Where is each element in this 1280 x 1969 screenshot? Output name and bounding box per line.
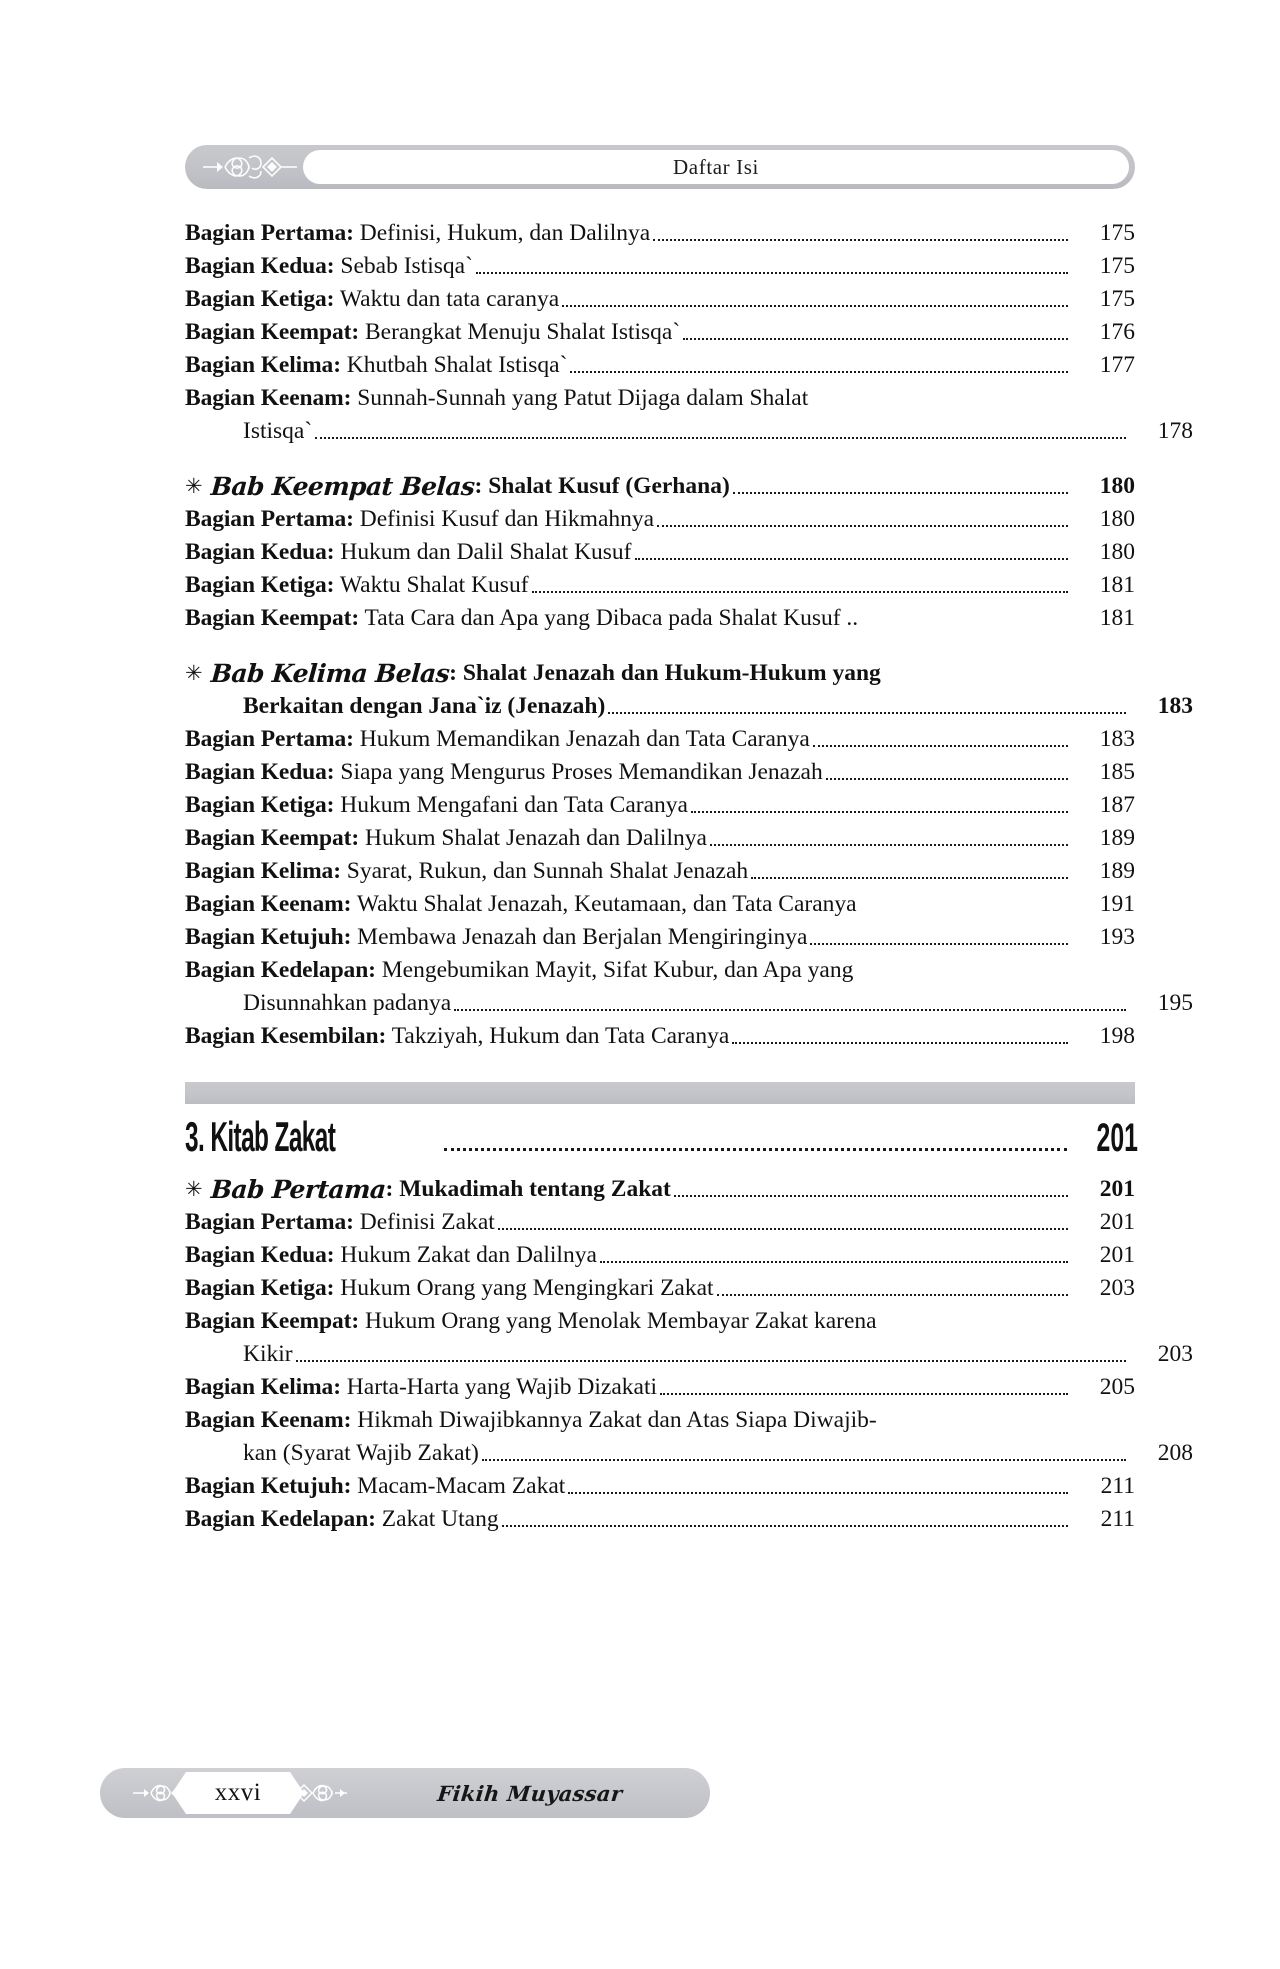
running-header: [185, 145, 1135, 189]
entry-page: 189: [1099, 825, 1135, 851]
dot-leader: [653, 238, 1068, 241]
entry-label: Bagian Keenam:: [185, 1407, 352, 1433]
toc-entry[interactable]: [185, 383, 1135, 414]
toc-entry[interactable]: [185, 350, 1135, 381]
bab-heading-rest: : Mukadimah tentang Zakat: [385, 1176, 671, 1202]
book-title: Fikih Muyassar: [436, 1780, 624, 1806]
entry-label: Bagian Kesembilan:: [185, 1023, 387, 1049]
entry-title: Hukum dan Dalil Shalat Kusuf: [340, 539, 632, 565]
entry-label: Bagian Kelima:: [185, 858, 341, 884]
entry-title: Hukum Memandikan Jenazah dan Tata Caranya: [359, 726, 810, 752]
dot-leader: [732, 1041, 1068, 1044]
entry-page: 175: [1099, 220, 1135, 246]
group-spacer: [185, 1160, 1135, 1174]
bab-heading-rest: : Shalat Kusuf (Gerhana): [474, 473, 730, 499]
bab-heading-script: Bab Keempat Belas: [209, 472, 476, 501]
dot-leader: [710, 843, 1068, 846]
entry-label: Bagian Kedua:: [185, 253, 335, 279]
kitab-heading[interactable]: [185, 1113, 1138, 1160]
toc-entry[interactable]: [185, 570, 1135, 601]
entry-label: Bagian Kedelapan:: [185, 1506, 376, 1532]
dot-leader: [733, 491, 1068, 494]
entry-title: Definisi Kusuf dan Hikmahnya: [359, 506, 655, 532]
asterisk-ornament-icon: ✳: [185, 1177, 203, 1201]
entry-page: 185: [1099, 759, 1135, 785]
dot-leader: [570, 370, 1068, 373]
toc-entry[interactable]: [185, 1504, 1135, 1535]
bab-heading[interactable]: [185, 471, 1135, 502]
dot-leader: [532, 590, 1068, 593]
dot-leader: [476, 271, 1068, 274]
bab-heading-rest: : Shalat Jenazah dan Hukum-Hukum yang: [449, 660, 881, 686]
entry-title-continued: Disunnahkan padanya: [243, 990, 452, 1016]
entry-title: Hukum Shalat Jenazah dan Dalilnya: [364, 825, 707, 851]
toc-group-bab-pertama-zakat: [185, 1174, 1193, 1535]
dot-leader: [296, 1359, 1126, 1362]
bab-heading-page: 183: [1157, 693, 1193, 719]
entry-title: Syarat, Rukun, dan Sunnah Shalat Jenazah: [346, 858, 749, 884]
dot-leader: [717, 1293, 1068, 1296]
toc-entry[interactable]: [185, 955, 1135, 986]
entry-title: Hukum Orang yang Menolak Membayar Zakat karena: [364, 1308, 877, 1334]
dot-leader: [444, 1147, 1067, 1151]
entry-label: Bagian Keempat:: [185, 1308, 360, 1334]
dot-leader: [562, 304, 1068, 307]
toc-entry[interactable]: [185, 537, 1135, 568]
toc-entry-continuation[interactable]: [185, 416, 1193, 447]
entry-label: Bagian Keenam:: [185, 385, 352, 411]
bab-heading-page: 201: [1099, 1176, 1135, 1202]
entry-title: Hukum Mengafani dan Tata Caranya: [340, 792, 688, 818]
entry-title: Waktu dan tata caranya: [339, 286, 560, 312]
entry-label: Bagian Kedua:: [185, 539, 335, 565]
page-footer: [100, 1768, 710, 1818]
entry-page: 176: [1099, 319, 1135, 345]
toc-entry[interactable]: [185, 284, 1135, 315]
entry-title: Khutbah Shalat Istisqa`: [346, 352, 568, 378]
entry-title: Definisi Zakat: [359, 1209, 495, 1235]
dot-leader: [810, 942, 1068, 945]
toc-entry-continuation[interactable]: [185, 1438, 1193, 1469]
entry-page: 180: [1099, 539, 1135, 565]
toc-entry[interactable]: [185, 856, 1135, 887]
toc-entry[interactable]: [185, 218, 1135, 249]
entry-title: Macam-Macam Zakat: [357, 1473, 566, 1499]
entry-page: 187: [1099, 792, 1135, 818]
entry-page: 203: [1099, 1275, 1135, 1301]
entry-page: 193: [1099, 924, 1135, 950]
dot-leader: [826, 777, 1068, 780]
kitab-divider-bar: [185, 1082, 1135, 1104]
entry-page: 203: [1157, 1341, 1193, 1367]
dot-leader: [498, 1227, 1068, 1230]
toc-entry[interactable]: [185, 1021, 1135, 1052]
entry-page: 178: [1157, 418, 1193, 444]
dot-leader: [657, 524, 1068, 527]
entry-title: Membawa Jenazah dan Berjalan Mengiringinya: [357, 924, 808, 950]
entry-title: Definisi, Hukum, dan Dalilnya: [359, 220, 651, 246]
bab-heading-script: Bab Kelima Belas: [209, 659, 451, 688]
entry-title: Tata Cara dan Apa yang Dibaca pada Shalat Kusuf ..: [364, 605, 859, 631]
dot-leader: [635, 557, 1068, 560]
page-title: Daftar Isi: [673, 154, 759, 179]
entry-label: Bagian Ketujuh:: [185, 924, 352, 950]
toc-entry[interactable]: [185, 317, 1135, 348]
entry-page: 201: [1099, 1209, 1135, 1235]
toc-entry[interactable]: [185, 504, 1135, 535]
toc-entry-continuation[interactable]: [185, 988, 1193, 1019]
entry-label: Bagian Ketiga:: [185, 1275, 335, 1301]
toc-entry[interactable]: [185, 1405, 1135, 1436]
bab-heading-script: Bab Pertama: [209, 1175, 387, 1204]
entry-label: Bagian Kedua:: [185, 1242, 335, 1268]
entry-title: Takziyah, Hukum dan Tata Caranya: [391, 1023, 730, 1049]
entry-label: Bagian Keempat:: [185, 319, 360, 345]
entry-page: 211: [1100, 1473, 1135, 1499]
toc-entry[interactable]: [185, 1240, 1135, 1271]
entry-label: Bagian Ketujuh:: [185, 1473, 352, 1499]
folio-number: xxvi: [214, 1779, 262, 1806]
entry-label: Bagian Keenam:: [185, 891, 352, 917]
dot-leader: [454, 1008, 1126, 1011]
entry-page: 175: [1099, 286, 1135, 312]
entry-page: 177: [1099, 352, 1135, 378]
entry-page: 181: [1099, 605, 1135, 631]
kitab-page: 201: [1096, 1116, 1138, 1160]
entry-page: 208: [1157, 1440, 1193, 1466]
bab-heading-rest-continued: Berkaitan dengan Jana`iz (Jenazah): [243, 693, 606, 719]
entry-title: Zakat Utang: [381, 1506, 499, 1532]
entry-title: Hukum Orang yang Mengingkari Zakat: [340, 1275, 714, 1301]
entry-label: Bagian Pertama:: [185, 506, 354, 532]
entry-title: Hikmah Diwajibkannya Zakat dan Atas Siapa Diwajib-: [357, 1407, 877, 1433]
toc-entry[interactable]: [185, 603, 1135, 634]
entry-label: Bagian Ketiga:: [185, 286, 335, 312]
toc-entry[interactable]: [185, 251, 1135, 282]
toc-entry[interactable]: [185, 1372, 1135, 1403]
entry-page: 181: [1099, 572, 1135, 598]
entry-page: 175: [1099, 253, 1135, 279]
toc-entry-continuation[interactable]: [185, 1339, 1193, 1370]
entry-title: Siapa yang Mengurus Proses Memandikan Jenazah: [340, 759, 823, 785]
dot-leader: [813, 744, 1068, 747]
toc-body: [185, 218, 1193, 1535]
entry-label: Bagian Kelima:: [185, 352, 341, 378]
toc-entry[interactable]: [185, 823, 1135, 854]
dot-leader: [691, 810, 1068, 813]
entry-page: 191: [1099, 891, 1135, 917]
entry-title: Sunnah-Sunnah yang Patut Dijaga dalam Shalat: [357, 385, 809, 411]
entry-page: 195: [1157, 990, 1193, 1016]
entry-title: Waktu Shalat Kusuf: [339, 572, 529, 598]
entry-title: Sebab Istisqa`: [340, 253, 473, 279]
dot-leader: [683, 337, 1068, 340]
toc-entry[interactable]: [185, 889, 1135, 920]
entry-label: Bagian Kedelapan:: [185, 957, 376, 983]
entry-title: Hukum Zakat dan Dalilnya: [340, 1242, 597, 1268]
entry-label: Bagian Kelima:: [185, 1374, 341, 1400]
entry-label: Bagian Ketiga:: [185, 572, 335, 598]
entry-title-continued: kan (Syarat Wajib Zakat): [243, 1440, 479, 1466]
entry-label: Bagian Pertama:: [185, 220, 354, 246]
entry-title: Mengebumikan Mayit, Sifat Kubur, dan Apa yang: [381, 957, 854, 983]
entry-label: Bagian Pertama:: [185, 1209, 354, 1235]
kitab-title-wrapper: [185, 1114, 444, 1160]
dot-leader: [482, 1458, 1126, 1461]
toc-entry[interactable]: [185, 1306, 1135, 1337]
bab-heading-continuation[interactable]: [185, 691, 1193, 722]
toc-entry[interactable]: [185, 922, 1135, 953]
dot-leader: [315, 436, 1126, 439]
entry-label: Bagian Keempat:: [185, 825, 360, 851]
entry-page: 189: [1099, 858, 1135, 884]
entry-title: Berangkat Menuju Shalat Istisqa`: [364, 319, 681, 345]
dot-leader: [502, 1524, 1068, 1527]
entry-title: Harta-Harta yang Wajib Dizakati: [346, 1374, 658, 1400]
filigree-ornament-icon: [201, 150, 301, 184]
asterisk-ornament-icon: ✳: [185, 661, 203, 685]
entry-page: 211: [1100, 1506, 1135, 1532]
toc-group-bab-keempat-belas: [185, 471, 1135, 634]
toc-entry[interactable]: [185, 724, 1135, 755]
entry-page: 198: [1099, 1023, 1135, 1049]
entry-title-continued: Kikir: [243, 1341, 293, 1367]
entry-page: 205: [1099, 1374, 1135, 1400]
entry-page: 180: [1099, 506, 1135, 532]
toc-entry[interactable]: [185, 1471, 1135, 1502]
group-spacer: [185, 447, 1135, 471]
bab-heading-page: 180: [1099, 473, 1135, 499]
dot-leader: [674, 1194, 1068, 1197]
entry-title: Waktu Shalat Jenazah, Keutamaan, dan Tata Caranya: [356, 891, 857, 917]
toc-entry[interactable]: [185, 1207, 1135, 1238]
entry-page: 183: [1099, 726, 1135, 752]
group-spacer: [185, 634, 1135, 658]
dot-leader: [660, 1392, 1068, 1395]
dot-leader: [608, 711, 1126, 714]
bab-heading[interactable]: [185, 658, 1135, 689]
entry-label: Bagian Ketiga:: [185, 792, 335, 818]
toc-entry[interactable]: [185, 790, 1135, 821]
toc-group-istisqa-sections: [185, 218, 1193, 447]
bab-heading[interactable]: [185, 1174, 1135, 1205]
dot-leader: [751, 876, 1068, 879]
toc-entry[interactable]: [185, 1273, 1135, 1304]
entry-page: 201: [1099, 1242, 1135, 1268]
entry-label: Bagian Kedua:: [185, 759, 335, 785]
dot-leader: [568, 1491, 1068, 1494]
toc-entry[interactable]: [185, 757, 1135, 788]
toc-group-bab-kelima-belas: [185, 658, 1193, 1052]
entry-label: Bagian Pertama:: [185, 726, 354, 752]
asterisk-ornament-icon: ✳: [185, 474, 203, 498]
entry-title-continued: Istisqa`: [243, 418, 313, 444]
entry-label: Bagian Keempat:: [185, 605, 360, 631]
dot-leader: [600, 1260, 1068, 1263]
kitab-title: 3. Kitab Zakat: [185, 1113, 336, 1160]
